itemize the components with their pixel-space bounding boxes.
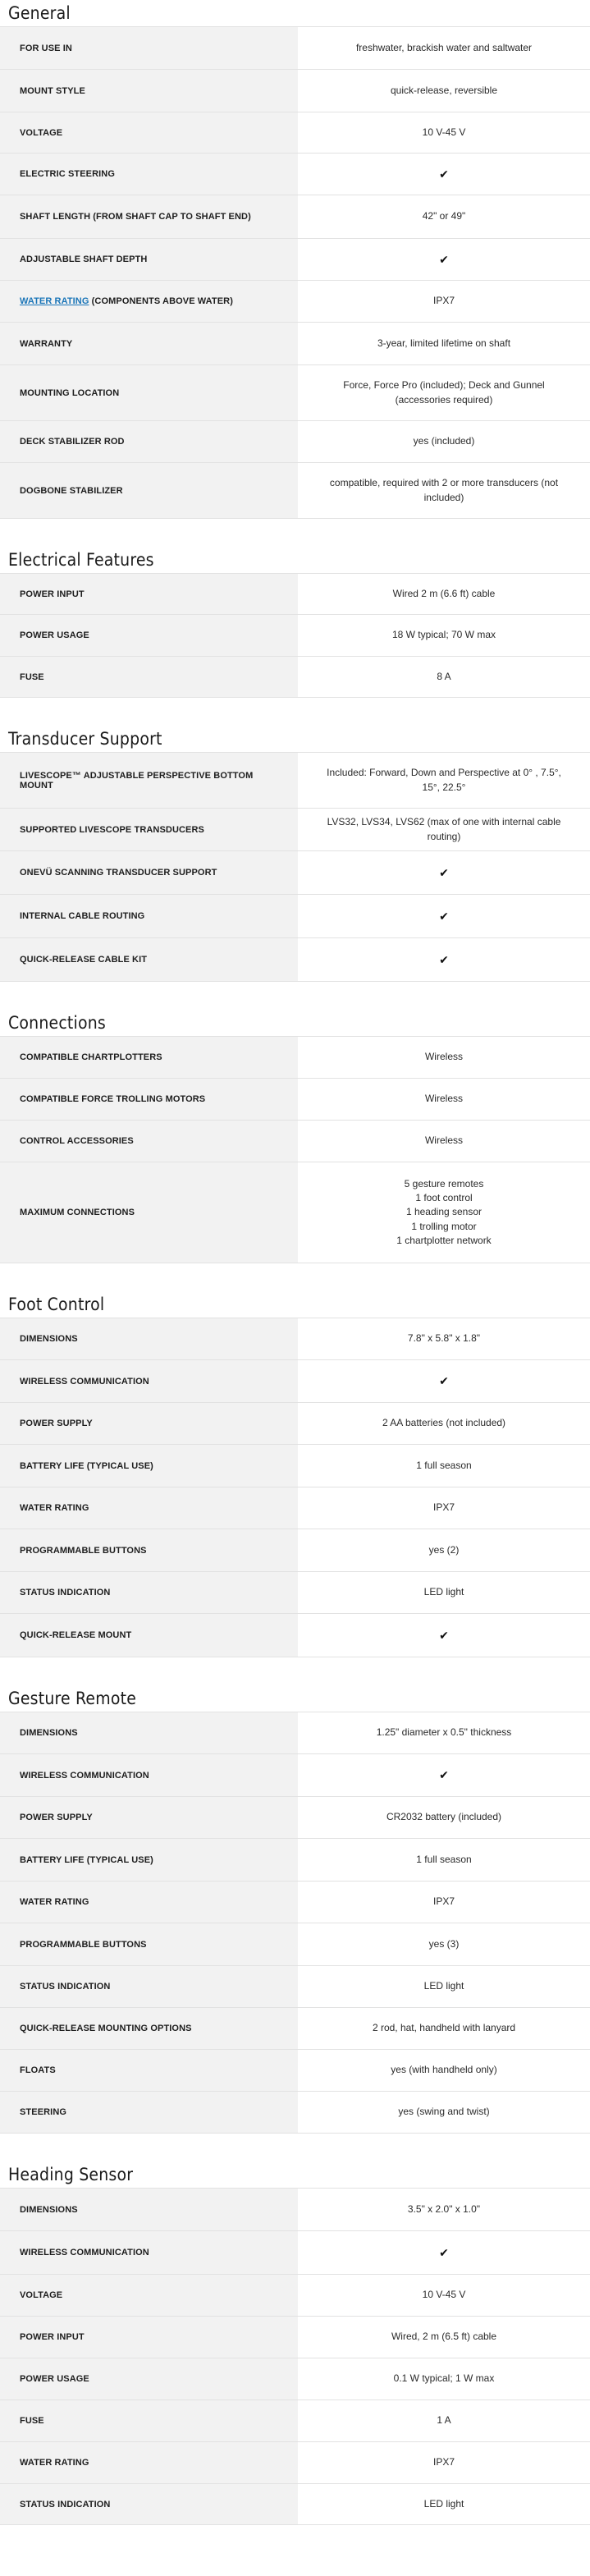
spec-row: [0, 1614, 590, 1657]
spec-label: INTERNAL CABLE ROUTING: [0, 895, 298, 938]
spec-row: [0, 1966, 590, 2008]
spec-table: [0, 1712, 590, 2134]
spec-label: WATER RATING: [0, 1882, 298, 1923]
spec-table: [0, 573, 590, 698]
spec-row: [0, 239, 590, 281]
spec-row: [0, 1318, 590, 1360]
spec-value: 1 full season: [298, 1445, 590, 1487]
spec-row: [0, 1079, 590, 1121]
spec-label: ONEVÜ SCANNING TRANSDUCER SUPPORT: [0, 851, 298, 895]
spec-value: Wireless: [298, 1037, 590, 1079]
spec-value: LED light: [298, 2484, 590, 2525]
spec-section-transducer-support: [0, 726, 590, 982]
spec-value: [298, 1614, 590, 1657]
spec-value-line: 1 trolling motor: [411, 1220, 477, 1232]
spec-table: [0, 26, 590, 519]
spec-row: [0, 323, 590, 365]
spec-label: FUSE: [0, 657, 298, 698]
spec-value: Wireless: [298, 1121, 590, 1162]
spec-row: [0, 1529, 590, 1572]
spec-table: [0, 1036, 590, 1263]
section-title: Transducer Support: [8, 729, 162, 749]
spec-label: MAXIMUM CONNECTIONS: [0, 1162, 298, 1263]
spec-row: [0, 463, 590, 519]
spec-value: quick-release, reversible: [298, 70, 590, 112]
spec-label: DIMENSIONS: [0, 1712, 298, 1754]
checkmark-icon: ✔: [439, 2245, 449, 2259]
spec-value: [298, 1360, 590, 1403]
spec-label: SUPPORTED LIVESCOPE TRANSDUCERS: [0, 809, 298, 851]
section-title: Connections: [8, 1013, 106, 1033]
spec-value: [298, 938, 590, 982]
spec-section-electrical-features: [0, 547, 590, 698]
spec-value: [298, 851, 590, 895]
spec-row: [0, 2358, 590, 2400]
spec-row: [0, 70, 590, 112]
spec-label: WATER RATING: [0, 2442, 298, 2484]
spec-section-heading-sensor: [0, 2161, 590, 2525]
spec-label: STATUS INDICATION: [0, 2484, 298, 2525]
spec-row: [0, 1712, 590, 1754]
spec-value: 1.25" diameter x 0.5" thickness: [298, 1712, 590, 1754]
spec-label: FUSE: [0, 2400, 298, 2442]
spec-label: WIRELESS COMMUNICATION: [0, 2231, 298, 2275]
spec-row: [0, 1572, 590, 1614]
spec-row: [0, 281, 590, 323]
spec-value: 18 W typical; 70 W max: [298, 615, 590, 657]
spec-value: CR2032 battery (included): [298, 1797, 590, 1839]
spec-value: Included: Forward, Down and Perspective at 0° , 7.5°, 15°, 22.5°: [298, 753, 590, 809]
section-title: Foot Control: [8, 1295, 105, 1314]
spec-row: [0, 154, 590, 195]
spec-value: yes (swing and twist): [298, 2092, 590, 2134]
spec-label: MOUNTING LOCATION: [0, 365, 298, 421]
spec-row: [0, 2231, 590, 2275]
spec-section-gesture-remote: [0, 1685, 590, 2134]
spec-row: [0, 2484, 590, 2525]
spec-section-foot-control: [0, 1291, 590, 1657]
spec-row: [0, 1797, 590, 1839]
spec-label: DIMENSIONS: [0, 1318, 298, 1360]
spec-row: [0, 1882, 590, 1923]
spec-value: [298, 239, 590, 281]
spec-row: [0, 895, 590, 938]
spec-value: IPX7: [298, 281, 590, 323]
section-title: Gesture Remote: [8, 1689, 137, 1708]
spec-row: [0, 27, 590, 70]
spec-row: [0, 1162, 590, 1263]
water-rating-link[interactable]: WATER RATING: [20, 296, 89, 306]
spec-label: STEERING: [0, 2092, 298, 2134]
spec-row: [0, 112, 590, 154]
spec-row: [0, 1445, 590, 1487]
spec-label: STATUS INDICATION: [0, 1966, 298, 2008]
spec-value: yes (2): [298, 1529, 590, 1572]
spec-label: COMPATIBLE FORCE TROLLING MOTORS: [0, 1079, 298, 1121]
spec-label: POWER USAGE: [0, 615, 298, 657]
spec-value: freshwater, brackish water and saltwater: [298, 27, 590, 70]
spec-value: [298, 1754, 590, 1797]
spec-row: [0, 851, 590, 895]
spec-value: LED light: [298, 1966, 590, 2008]
spec-label: POWER INPUT: [0, 574, 298, 615]
spec-label: POWER SUPPLY: [0, 1797, 298, 1839]
spec-value: 7.8" x 5.8" x 1.8": [298, 1318, 590, 1360]
checkmark-icon: ✔: [439, 952, 449, 966]
spec-label: POWER INPUT: [0, 2317, 298, 2358]
spec-label: PROGRAMMABLE BUTTONS: [0, 1923, 298, 1966]
spec-value: yes (included): [298, 421, 590, 463]
spec-row: [0, 938, 590, 982]
spec-label: LIVESCOPE™ ADJUSTABLE PERSPECTIVE BOTTOM MOUNT: [0, 753, 298, 809]
spec-row: [0, 574, 590, 615]
spec-value: 1 A: [298, 2400, 590, 2442]
spec-value: 2 rod, hat, handheld with lanyard: [298, 2008, 590, 2050]
spec-row: [0, 365, 590, 421]
spec-value: Wired, 2 m (6.5 ft) cable: [298, 2317, 590, 2358]
spec-label: WATER RATING: [0, 1487, 298, 1529]
spec-row: [0, 2400, 590, 2442]
spec-value-line: 5 gesture remotes: [404, 1177, 484, 1189]
spec-label: DECK STABILIZER ROD: [0, 421, 298, 463]
spec-label: DOGBONE STABILIZER: [0, 463, 298, 519]
spec-label: [0, 281, 298, 323]
spec-table: [0, 1318, 590, 1657]
spec-label: WIRELESS COMMUNICATION: [0, 1754, 298, 1797]
spec-row: [0, 421, 590, 463]
spec-value: [298, 2231, 590, 2275]
section-title: General: [8, 3, 71, 23]
spec-label: DIMENSIONS: [0, 2189, 298, 2231]
checkmark-icon: ✔: [439, 252, 449, 266]
spec-value-line: 1 foot control: [415, 1191, 473, 1203]
spec-label: WIRELESS COMMUNICATION: [0, 1360, 298, 1403]
spec-row: [0, 1360, 590, 1403]
spec-value: 3-year, limited lifetime on shaft: [298, 323, 590, 365]
spec-label: MOUNT STYLE: [0, 70, 298, 112]
spec-row: [0, 195, 590, 239]
spec-row: [0, 2008, 590, 2050]
spec-value: 10 V-45 V: [298, 112, 590, 154]
spec-label: QUICK-RELEASE MOUNT: [0, 1614, 298, 1657]
spec-row: [0, 1121, 590, 1162]
checkmark-icon: ✔: [439, 1374, 449, 1388]
spec-label: CONTROL ACCESSORIES: [0, 1121, 298, 1162]
checkmark-icon: ✔: [439, 865, 449, 879]
spec-row: [0, 1754, 590, 1797]
spec-value: yes (3): [298, 1923, 590, 1966]
spec-value: compatible, required with 2 or more transducers (not included): [298, 463, 590, 519]
spec-row: [0, 1923, 590, 1966]
spec-row: [0, 2092, 590, 2134]
checkmark-icon: ✔: [439, 1768, 449, 1782]
spec-label: POWER USAGE: [0, 2358, 298, 2400]
spec-value: LED light: [298, 1572, 590, 1614]
spec-label: BATTERY LIFE (TYPICAL USE): [0, 1445, 298, 1487]
spec-table: [0, 2188, 590, 2525]
spec-row: [0, 1037, 590, 1079]
spec-row: [0, 2442, 590, 2484]
spec-value: 1 full season: [298, 1839, 590, 1882]
spec-value: 10 V-45 V: [298, 2275, 590, 2317]
spec-label: VOLTAGE: [0, 112, 298, 154]
spec-label: FLOATS: [0, 2050, 298, 2092]
checkmark-icon: ✔: [439, 1628, 449, 1642]
spec-table: [0, 752, 590, 982]
spec-row: [0, 753, 590, 809]
spec-label: VOLTAGE: [0, 2275, 298, 2317]
spec-label: QUICK-RELEASE CABLE KIT: [0, 938, 298, 982]
spec-value-line: 1 chartplotter network: [396, 1235, 492, 1247]
spec-value: 3.5" x 2.0" x 1.0": [298, 2189, 590, 2231]
spec-row: [0, 1403, 590, 1445]
spec-value: 0.1 W typical; 1 W max: [298, 2358, 590, 2400]
section-title: Heading Sensor: [8, 2165, 134, 2184]
spec-label: FOR USE IN: [0, 27, 298, 70]
spec-value: IPX7: [298, 1487, 590, 1529]
spec-row: [0, 1839, 590, 1882]
spec-value: [298, 154, 590, 195]
spec-label: PROGRAMMABLE BUTTONS: [0, 1529, 298, 1572]
spec-label: POWER SUPPLY: [0, 1403, 298, 1445]
spec-value: yes (with handheld only): [298, 2050, 590, 2092]
spec-value: 42" or 49": [298, 195, 590, 239]
spec-value-line: 1 heading sensor: [405, 1206, 483, 1218]
spec-label: COMPATIBLE CHARTPLOTTERS: [0, 1037, 298, 1079]
spec-label: ADJUSTABLE SHAFT DEPTH: [0, 239, 298, 281]
spec-value: LVS32, LVS34, LVS62 (max of one with internal cable routing): [298, 809, 590, 851]
spec-label: ELECTRIC STEERING: [0, 154, 298, 195]
spec-value: Wireless: [298, 1079, 590, 1121]
spec-row: [0, 1487, 590, 1529]
spec-label: STATUS INDICATION: [0, 1572, 298, 1614]
spec-section-connections: [0, 1010, 590, 1263]
spec-row: [0, 657, 590, 698]
spec-label-text: (COMPONENTS ABOVE WATER): [91, 296, 233, 306]
spec-value: 8 A: [298, 657, 590, 698]
spec-value: [298, 895, 590, 938]
spec-label: QUICK-RELEASE MOUNTING OPTIONS: [0, 2008, 298, 2050]
spec-row: [0, 615, 590, 657]
spec-value: IPX7: [298, 1882, 590, 1923]
spec-label: SHAFT LENGTH (FROM SHAFT CAP TO SHAFT END): [0, 195, 298, 239]
spec-value: [298, 1162, 590, 1263]
spec-row: [0, 2189, 590, 2231]
checkmark-icon: ✔: [439, 167, 449, 181]
spec-label: BATTERY LIFE (TYPICAL USE): [0, 1839, 298, 1882]
spec-label: WARRANTY: [0, 323, 298, 365]
spec-value: Force, Force Pro (included); Deck and Gunnel (accessories required): [298, 365, 590, 421]
spec-section-general: [0, 0, 590, 519]
spec-row: [0, 809, 590, 851]
spec-row: [0, 2317, 590, 2358]
spec-row: [0, 2050, 590, 2092]
section-title: Electrical Features: [8, 550, 154, 570]
spec-value: IPX7: [298, 2442, 590, 2484]
checkmark-icon: ✔: [439, 909, 449, 923]
spec-row: [0, 2275, 590, 2317]
spec-value: 2 AA batteries (not included): [298, 1403, 590, 1445]
spec-value: Wired 2 m (6.6 ft) cable: [298, 574, 590, 615]
